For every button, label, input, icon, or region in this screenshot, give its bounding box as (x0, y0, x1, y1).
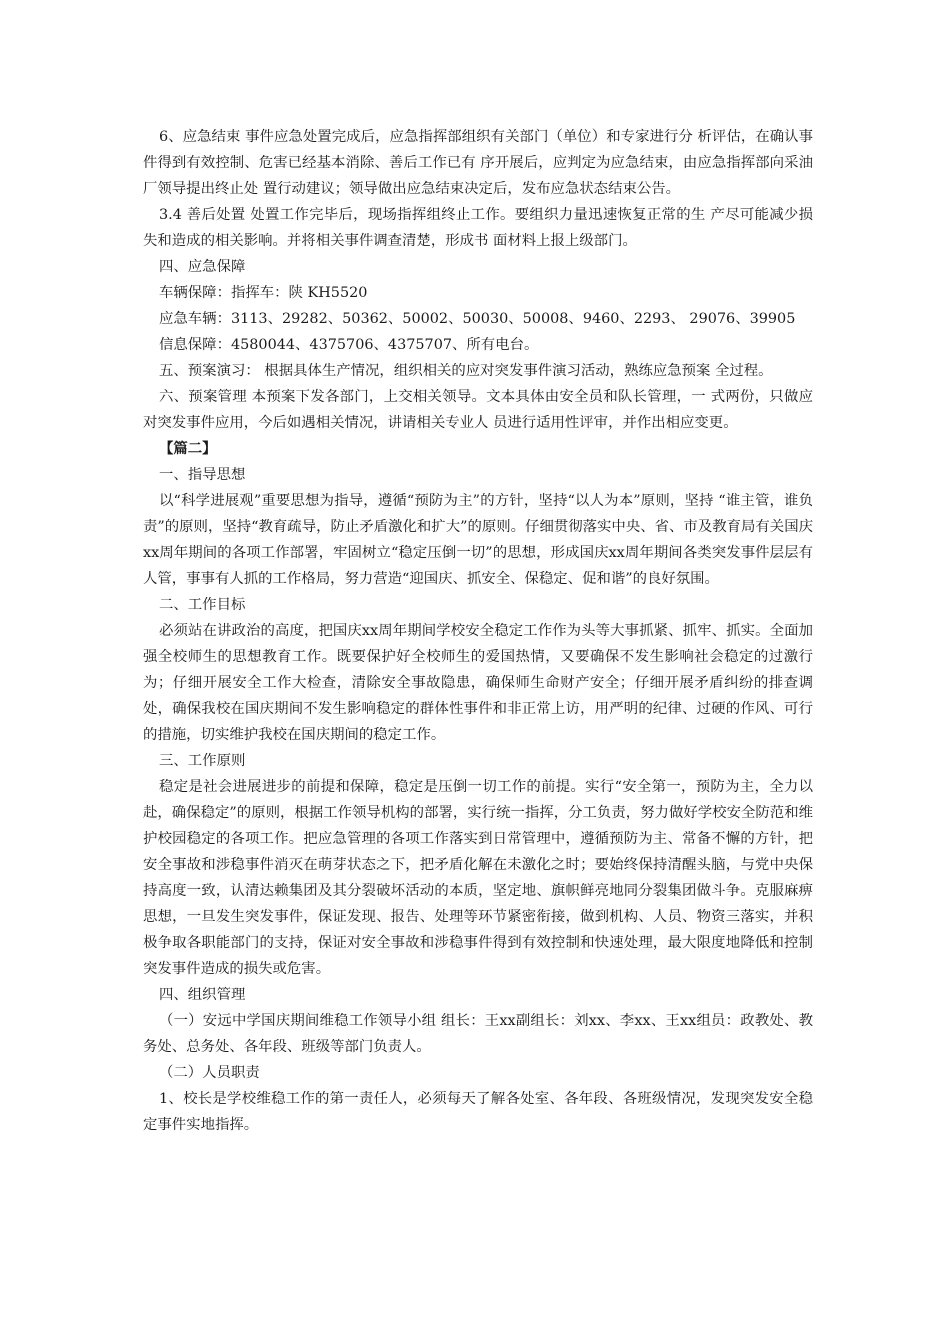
paragraph-emergency-vehicles: 应急车辆：3113、29282、50362、50002、50030、50008、9460、2293、 29076、39905 (159, 311, 796, 327)
paragraph-plan-management: 六、预案管理 本预案下发各部门，上交相关领导。文本具体由安全员和队长管理，一 式两份，只做应对突发事件应用，今后如遇相关情况，讲请相关专业人 员进行适用性评审，并作出相应变更。 (143, 389, 813, 431)
heading-staff-duties: （二）人员职责 (159, 1065, 260, 1081)
paragraph-aftermath: 3.4 善后处置 处置工作完毕后，现场指挥组终止工作。要组织力量迅速恢复正常的生 产尽可能减少损失和造成的相关影响。并将相关事件调查清楚，形成书 面材料上报上级部门。 (143, 207, 813, 249)
document-body (143, 124, 813, 1138)
heading-emergency-support: 四、应急保障 (159, 259, 246, 275)
paragraph-emergency-end: 6、应急结束 事件应急处置完成后，应急指挥部组织有关部门（单位）和专家进行分 析评估，在确认事件得到有效控制、危害已经基本消除、善后工作已有 序开展后，应判定为应急结束，由应急指挥部向采油厂领导提出终止处 置行动建议；领导做出应急结束决定后，发布应急状态结束公告。 (143, 129, 813, 197)
paragraph-vehicle-support: 车辆保障：指挥车：陕 KH5520 (159, 285, 368, 301)
paragraph-info-support: 信息保障：4580044、4375706、4375707、所有电台。 (159, 337, 539, 353)
paragraph-principal-duty: 1、校长是学校维稳工作的第一责任人，必须每天了解各处室、各年段、各班级情况，发现突发安全稳定事件实地指挥。 (143, 1091, 813, 1133)
heading-guiding-idea: 一、指导思想 (159, 467, 246, 483)
paragraph-drill: 五、预案演习： 根据具体生产情况，组织相关的应对突发事件演习活动，熟练应急预案 全过程。 (159, 363, 773, 379)
paragraph-work-principle: 稳定是社会进展进步的前提和保障，稳定是压倒一切工作的前提。实行“安全第一，预防为主，全力以赴，确保稳定”的原则，根据工作领导机构的部署，实行统一指挥，分工负责，努力做好学校安全防范和维护校园稳定的各项工作。把应急管理的各项工作落实到日常管理中，遵循预防为主、常备不懈的方针，把安全事故和涉稳事件消灭在萌芽状态之下，把矛盾化解在未激化之时；要始终保持清醒头脑，与党中央保持高度一致，认清达赖集团及其分裂破坏活动的本质，坚定地、旗帜鲜亮地同分裂集团做斗争。克服麻痹思想，一旦发生突发事件，保证发现、报告、处理等环节紧密衔接，做到机构、人员、物资三落实，并积极争取各职能部门的支持，保证对安全事故和涉稳事件得到有效控制和快速处理，最大限度地降低和控制突发事件造成的损失或危害。 (143, 779, 813, 977)
heading-work-goal: 二、工作目标 (159, 597, 246, 613)
heading-organization: 四、组织管理 (159, 987, 246, 1003)
paragraph-work-goal: 必须站在讲政治的高度，把国庆xx周年期间学校安全稳定工作作为头等大事抓紧、抓牢、抓实。全面加强全校师生的思想教育工作。既要保护好全校师生的爱国热情，又要确保不发生影响社会稳定的过激行为；仔细开展安全工作大检查，清除安全事故隐患，确保师生命财产安全；仔细开展矛盾纠纷的排查调处，确保我校在国庆期间不发生影响稳定的群体性事件和非正常上访，用严明的纪律、过硬的作风、可行的措施，切实维护我校在国庆期间的稳定工作。 (143, 623, 813, 743)
heading-work-principle: 三、工作原则 (159, 753, 246, 769)
section-marker: 【篇二】 (159, 440, 217, 457)
paragraph-leadership-group: （一）安远中学国庆期间维稳工作领导小组 组长：王xx副组长：刘xx、李xx、王xx组员：政教处、教务处、总务处、各年段、班级等部门负责人。 (143, 1013, 813, 1055)
paragraph-guiding-idea: 以“科学进展观”重要思想为指导，遵循“预防为主”的方针，坚持“以人为本”原则，坚持 “谁主管，谁负责”的原则，坚持“教育疏导，防止矛盾激化和扩大”的原则。仔细贯彻落实中央、省、市及教育局有关国庆xx周年期间的各项工作部署，牢固树立“稳定压倒一切”的思想，形成国庆xx周年期间各类突发事件层层有人管，事事有人抓的工作格局，努力营造“迎国庆、抓安全、保稳定、促和谐”的良好氛围。 (143, 493, 813, 587)
